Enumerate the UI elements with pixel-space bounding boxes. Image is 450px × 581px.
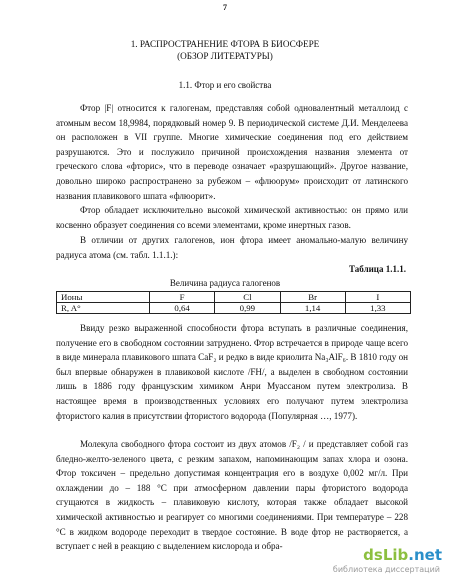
table-cell: 0,99 <box>215 303 280 314</box>
table-header-cell: Cl <box>215 292 280 303</box>
table-header-cell: I <box>345 292 410 303</box>
table-row <box>57 303 411 314</box>
table-header-cell: Ионы <box>57 292 150 303</box>
paragraph-obtaining-fluorine: Ввиду резко выраженной способности фтора вступать в различные соединения, получение его в свободном состоянии затруднено. Фтор встречается в природе чаще всего в виде минерала плавикового шпата CaF₂ и редко в виде криолита Na₃AlF₆. В 1810 году он был впервые обнаружен в плавиковой кислоте /FH/, а выделен в свободном состоянии лишь в 1886 году французским химиком Анри Муассаном путем электролиза. В настоящее время в производственных условиях его получают путем электролиза фтористого калия в присутствии фтористого водорода (Популярная …, 1977). <box>56 323 408 421</box>
table-header-cell: Br <box>280 292 345 303</box>
table-header-cell: F <box>150 292 215 303</box>
brand-main-text: dsLib <box>363 546 409 564</box>
table-label: Таблица 1.1.1. <box>349 264 406 274</box>
brand-tagline: библиотека диссертаций <box>332 565 440 574</box>
table-cell: 1,14 <box>280 303 345 314</box>
paragraph-ion-radius: В отличии от других галогенов, ион фтора имеет аномально-малую величину радиуса атома (см. табл. 1.1.1.): <box>56 235 408 260</box>
paragraph-molecule-properties: Молекула свободного фтора состоит из двух атомов /F₂ / и представляет собой газ бледно-желто-зеленого цвета, с резким запахом, напоминающим запах хлора и озона. Фтор токсичен – предельно допустимая концентрация его в воздухе 0,002 мг/л. При охлаждении до – 188 °С при атмосферном давлении пары фтористого водорода сгущаются в жидкость – плавиковую кислоту, которая также обладает высокой химической активностью и реагирует со многими соединениями. При температуре – 228 °С в жидком водороде переходит в твердое состояние. В воде фтор не растворяется, а вступает с ней в реакцию с выделением кислорода и обра- <box>56 439 408 552</box>
paragraph-fluorine-definition: Фтор |F| относится к галогенам, представляя собой одновалентный металлоид с атомным весом 18,9984, порядковый номер 9. В периодической системе Д.И. Менделеева он расположен в VII группе. Многие химические соединения под его действием разрушаются. Это и послужило причиной происхождения названия элемента от греческого слова «фторис», что в переводе означает «разрушающий». Другое название, довольно широко распространено за рубежом – «флюорум» происходит от латинского названия плавикового шпата «флюорит». <box>56 103 408 201</box>
dslib-logo[interactable] <box>300 546 442 578</box>
paragraph-fluorine-activity: Фтор обладает исключительно высокой химической активностью: он прямо или косвенно образует соединения со всеми элементами, кроме инертных газов. <box>56 205 408 230</box>
halogen-radius-table <box>56 291 411 314</box>
dslib-brand <box>363 546 442 564</box>
chapter-heading-line-2: (ОБЗОР ЛИТЕРАТУРЫ) <box>177 51 273 61</box>
table-header-row <box>57 292 411 303</box>
page-number: 7 <box>223 3 227 12</box>
table-cell: 0,64 <box>150 303 215 314</box>
table-cell: 1,33 <box>345 303 410 314</box>
brand-domain-text: .net <box>408 546 442 564</box>
table-cell: R, A° <box>57 303 150 314</box>
table-caption: Величина радиуса галогенов <box>169 278 281 288</box>
chapter-heading-line-1: 1. РАСПРОСТРАНЕНИЕ ФТОРА В БИОСФЕРЕ <box>130 39 320 49</box>
section-title: 1.1. Фтор и его свойства <box>178 80 272 90</box>
